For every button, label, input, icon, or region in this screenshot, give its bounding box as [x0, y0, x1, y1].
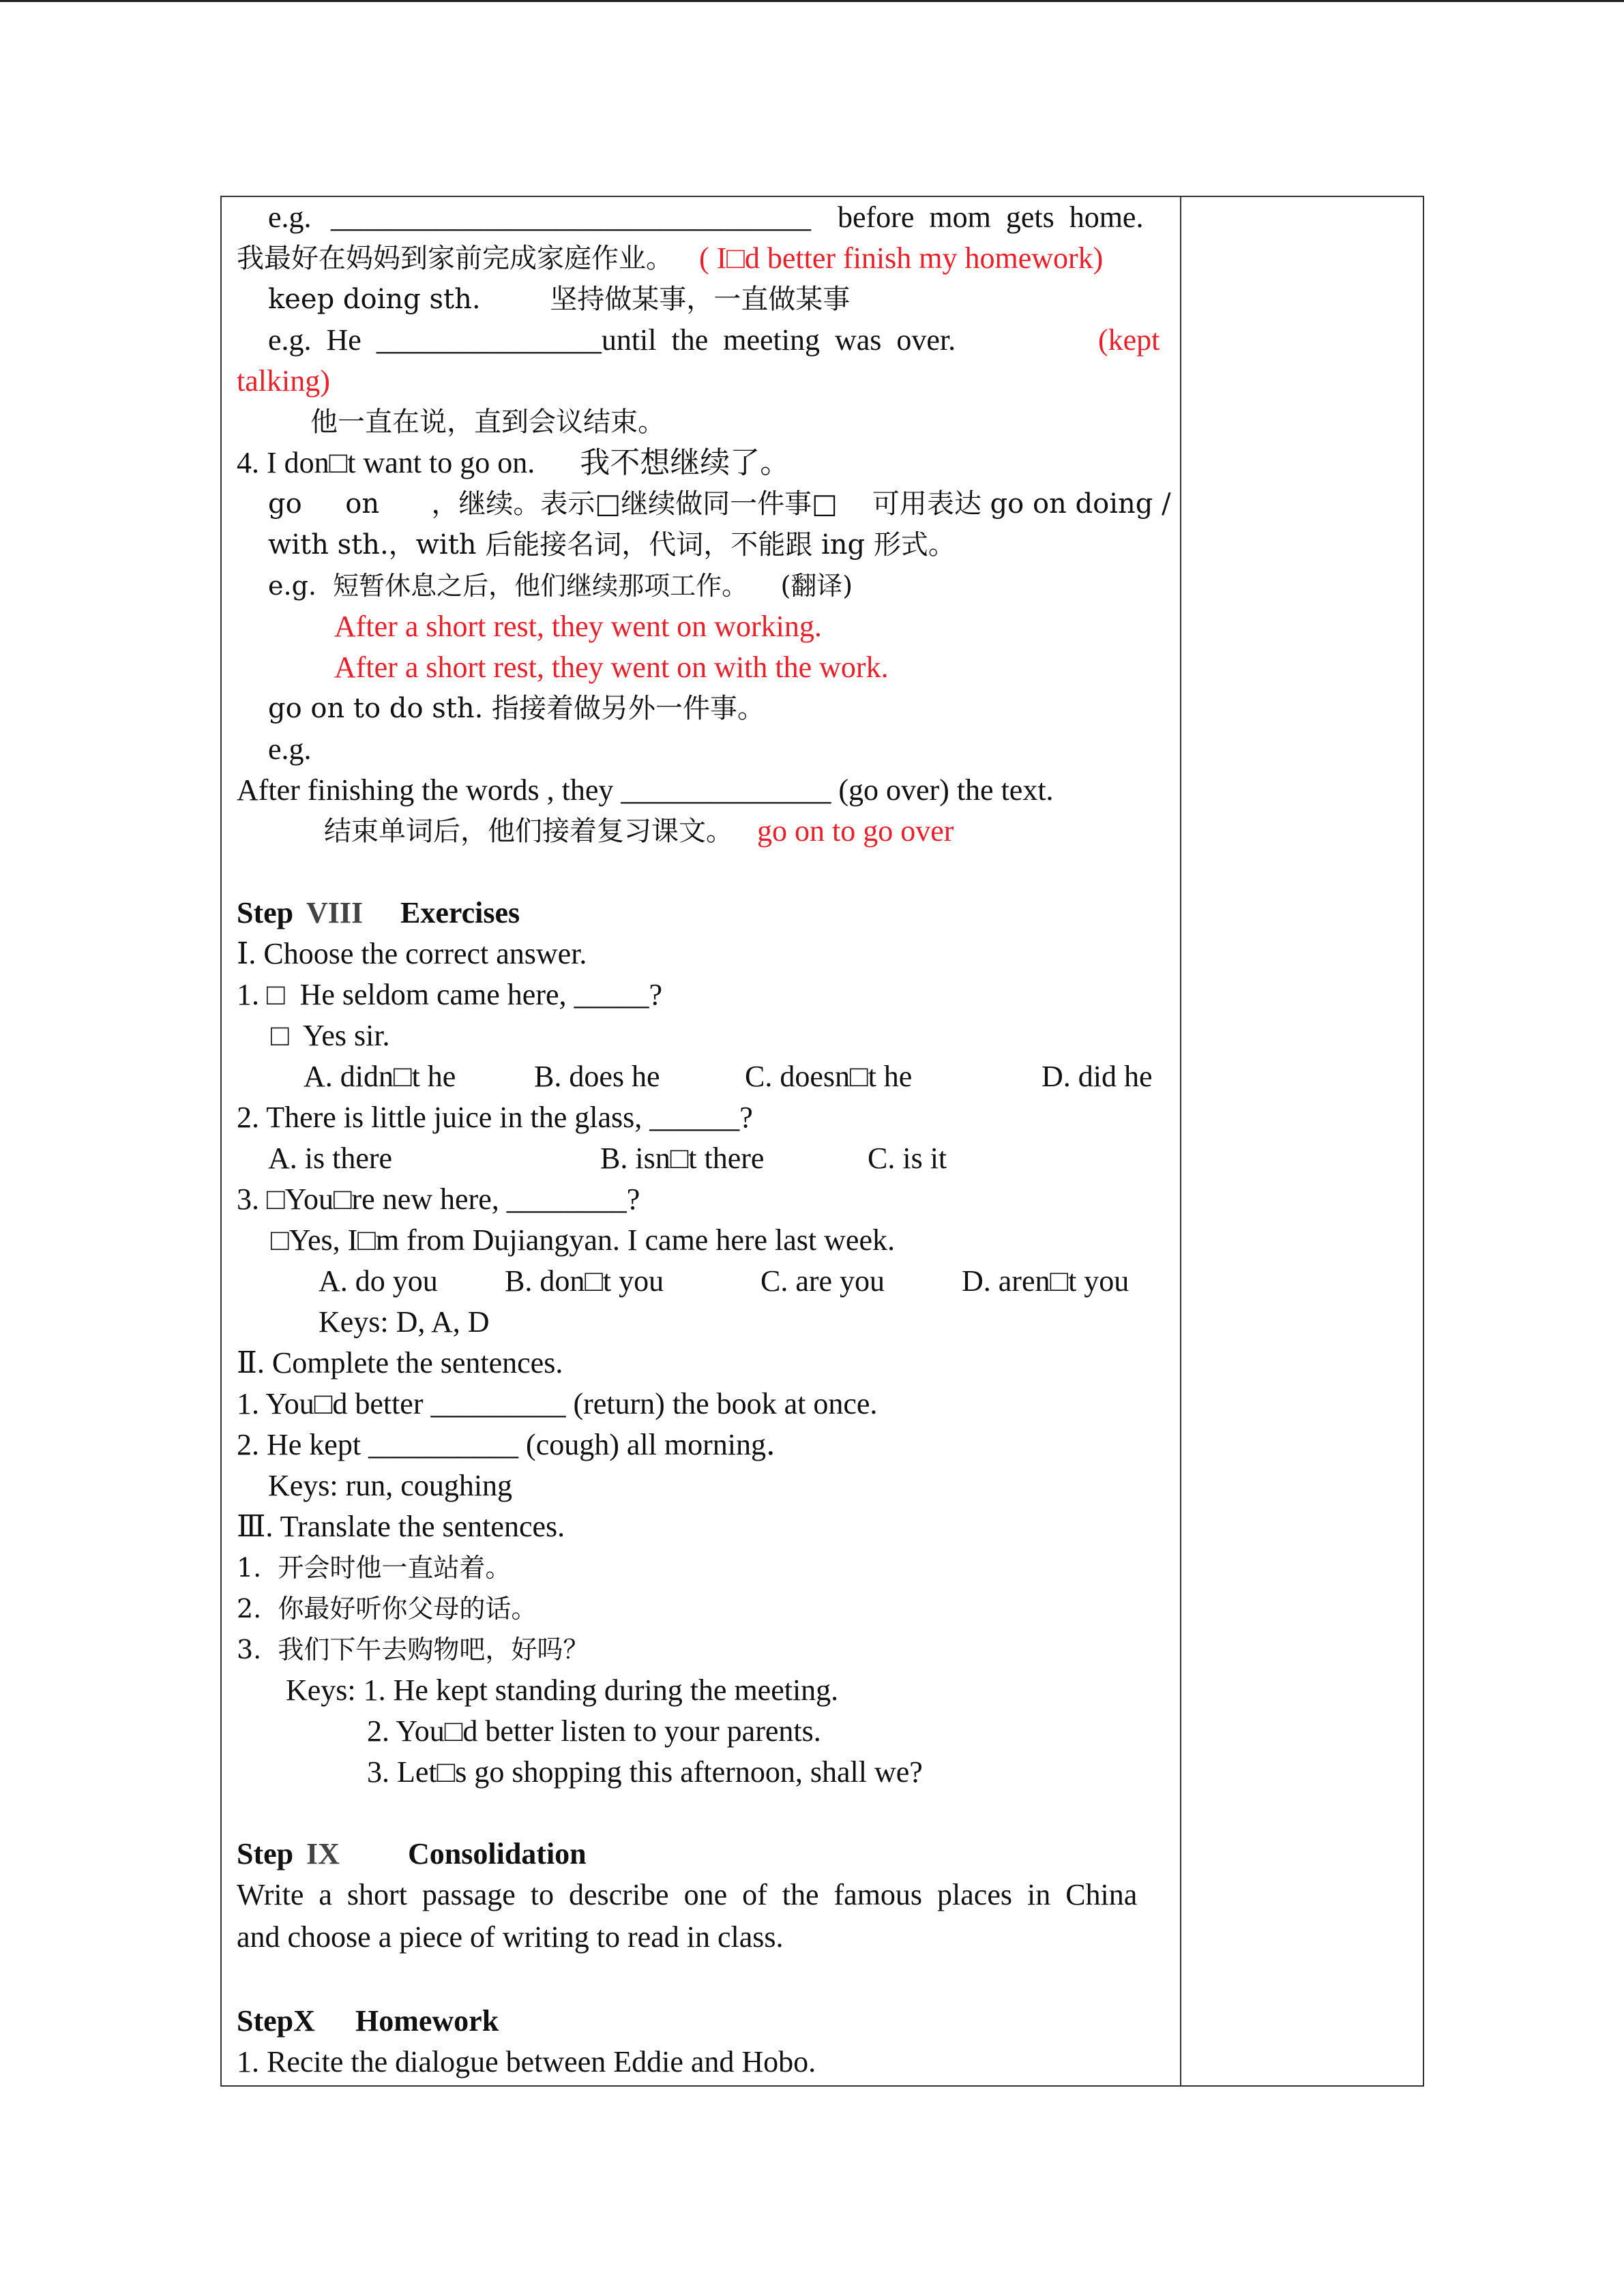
text-line: e.g. 短暂休息之后，他们继续那项工作。 (翻译) [268, 571, 853, 601]
chinese-line: 我最好在妈妈到家前完成家庭作业。 [237, 243, 673, 274]
question-text: 2. There is little juice in the glass, ______? [237, 1101, 753, 1134]
text-line: 1. Recite the dialogue between Eddie and Hobo. [237, 2045, 816, 2078]
text-line: After finishing the words , they ______________ (go over) the text. [237, 773, 1054, 807]
question-text: 3. 我们下午去购物吧，好吗？ [237, 1635, 589, 1665]
step-title: Exercises [400, 896, 520, 929]
section-heading: Ⅰ. Choose the correct answer. [237, 937, 587, 970]
question-text: 1. 开会时他一直站着。 [237, 1553, 512, 1583]
step-number: VIII [306, 896, 364, 929]
text-line: 4. I don□t want to go on. 我不想继续了。 [237, 446, 791, 479]
answer-text: talking) [237, 364, 330, 398]
answer-text: After a short rest, they went on working. [334, 610, 822, 643]
option-c: C. is it [868, 1142, 947, 1175]
step-heading-word: Step [237, 1837, 294, 1870]
example-label: e.g. [268, 200, 312, 234]
option-c: C. are you [761, 1264, 885, 1298]
option-c: C. doesn□t he [745, 1060, 913, 1093]
answer-keys: Keys: D, A, D [319, 1305, 490, 1339]
lesson-content-cell [222, 197, 1180, 2085]
chinese-line: 结束单词后，他们接着复习课文。 [324, 816, 733, 847]
answer-keys: Keys: run, coughing [268, 1469, 513, 1502]
step-heading-word: StepX [237, 2004, 315, 2038]
option-b: B. isn□t there [600, 1142, 765, 1175]
question-text: 1. □ He seldom came here, _____? [237, 978, 663, 1011]
option-b: B. does he [534, 1060, 660, 1093]
text-line: Write a short passage to describe one of the famous places in China [237, 1878, 1138, 1911]
step-heading-word: Step [237, 896, 294, 929]
option-d: D. did he [1042, 1060, 1153, 1093]
option-b: B. don□t you [505, 1264, 664, 1298]
notes-cell [1181, 197, 1423, 2085]
question-text: □Yes, I□m from Dujiangyan. I came here last week. [271, 1223, 895, 1257]
text-line: e.g. He _______________until the meeting was over. [268, 323, 956, 357]
answer-text: (kept [1098, 323, 1160, 357]
example-label: e.g. [268, 732, 312, 766]
answer-keys: Keys: 1. He kept standing during the meeting. [286, 1673, 839, 1707]
text-line: go on ，继续。表示□继续做同一件事□ 可用表达 go on doing / [268, 488, 1171, 520]
section-heading: Ⅲ. Translate the sentences. [237, 1510, 565, 1543]
lesson-table [220, 196, 1424, 2087]
answer-keys: 2. You□d better listen to your parents. [367, 1714, 821, 1748]
text-line: before mom gets home. [838, 200, 1144, 234]
question-text: □ Yes sir. [271, 1019, 390, 1052]
answer-text: ( I□d better finish my homework) [699, 241, 1104, 275]
phrase-line: keep doing sth. 坚持做某事，一直做某事 [268, 284, 851, 315]
text-line: go on to do sth. 指接着做另外一件事。 [268, 693, 765, 724]
answer-text: After a short rest, they went on with the work. [334, 651, 889, 684]
question-text: 2. 你最好听你父母的话。 [237, 1594, 537, 1624]
chinese-line: 他一直在说，直到会议结束。 [310, 406, 665, 438]
option-d: D. aren□t you [962, 1264, 1130, 1298]
step-title: Consolidation [408, 1837, 587, 1870]
answer-text: go on to go over [757, 814, 954, 848]
question-text: 1. You□d better _________ (return) the book at once. [237, 1387, 878, 1420]
text-line: with sth.，with 后能接名词，代词，不能跟 ing 形式。 [268, 529, 956, 561]
step-title: Homework [355, 2004, 499, 2038]
page-top-border [0, 0, 1624, 2]
question-text: 3. □You□re new here, ________? [237, 1182, 640, 1216]
blank-line: ________________________________ [331, 200, 811, 234]
question-text: 2. He kept __________ (cough) all morning． [237, 1428, 796, 1461]
text-line: and choose a piece of writing to read in class. [237, 1920, 784, 1954]
answer-keys: 3. Let□s go shopping this afternoon, shall we? [367, 1755, 923, 1789]
option-a: A. do you [319, 1264, 438, 1298]
option-a: A. didn□t he [304, 1060, 456, 1093]
section-heading: Ⅱ. Complete the sentences. [237, 1346, 563, 1380]
option-a: A. is there [268, 1142, 393, 1175]
step-number: IX [306, 1837, 340, 1870]
